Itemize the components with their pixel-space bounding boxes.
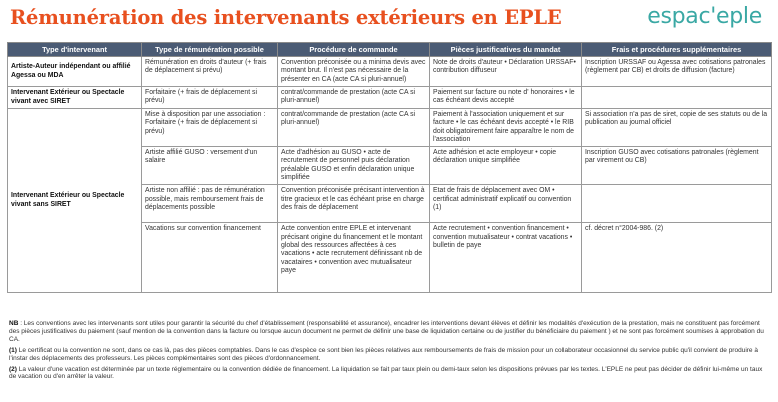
note-1-text: Le certificat ou la convention ne sont, dans ce cas là, pas des pièces comptables. Dans le cas d'espèce ce sont bien les pièces relatives aux remboursements de frais de mission pour un collaborateur occasionnel du service public qu'il convient de produire à l'instar des déplacements des professeurs. Les pièces complémentaires sont des pièces d'ordonnancement.: [9, 346, 758, 362]
header-type-remuneration: Type de rémunération possible: [142, 43, 278, 57]
cell-frais: [582, 87, 772, 109]
cell-procedure: Convention préconisée ou a minima devis avec montant brut. Il n'est pas nécessaire de la présenter en CA (acte CA si pluri-annuel): [278, 57, 430, 87]
cell-type: Intervenant Extérieur ou Spectacle vivant avec SIRET: [8, 87, 142, 109]
cell-frais: cf. décret n°2004-986. (2): [582, 223, 772, 293]
cell-pieces: Note de droits d'auteur • Déclaration URSSAF• contribution diffuseur: [430, 57, 582, 87]
cell-pieces: Acte recrutement • convention financement • convention mutualisateur • contrat vacations • bulletin de paye: [430, 223, 582, 293]
cell-remuneration: Artiste affilié GUSO : versement d'un salaire: [142, 147, 278, 185]
note-nb: [9, 320, 771, 344]
cell-remuneration: Vacations sur convention financement: [142, 223, 278, 293]
cell-frais: Inscription GUSO avec cotisations patronales (règlement par virement ou CB): [582, 147, 772, 185]
table-row: [8, 57, 772, 87]
note-2: [9, 366, 771, 382]
cell-procedure: Acte d'adhésion au GUSO • acte de recrutement de personnel puis déclaration préalable GUSO et enfin déclaration unique simplifiée: [278, 147, 430, 185]
note-2-label: (2): [9, 365, 17, 373]
cell-remuneration: Forfaitaire (+ frais de déplacement si prévu): [142, 87, 278, 109]
cell-procedure: Acte convention entre EPLE et intervenant précisant origine du financement et le montant global des ressources affectées à ces vacations • acte recrutement définissant nb de vacataires • convention avec mutualisateur paye: [278, 223, 430, 293]
cell-pieces: Paiement à l'association uniquement et sur facture • le cas échéant devis accepté • le RIB doit obligatoirement faire apparaître le nom de l'association: [430, 109, 582, 147]
table-header-row: [8, 43, 772, 57]
note-1-label: (1): [9, 346, 17, 354]
note-1: [9, 347, 771, 363]
header-type-intervenant: Type d'intervenant: [8, 43, 142, 57]
cell-frais: [582, 185, 772, 223]
note-nb-text: : Les conventions avec les intervenants sont utiles pour garantir la sécurité du chef d'établissement (responsabilité et assurance), encadrer les interventions devant élèves et définir les modalités d'exécution de la prestation, mais ne constituent pas forcément des pièces justificatives du paiement (sauf mention de la convention dans la facture ou lorsque aucun document ne permet de définir une base de liquidation certaine ou de justifier du bénéficiaire du paiement ) et ne sont pas forcément soumises à approbation du CA.: [9, 320, 764, 343]
header-frais: Frais et procédures supplémentaires: [582, 43, 772, 57]
header-pieces: Pièces justificatives du mandat: [430, 43, 582, 57]
cell-remuneration: Artiste non affilié : pas de rémunération possible, mais remboursement frais de déplacements possible: [142, 185, 278, 223]
remuneration-table: [7, 42, 772, 293]
note-2-text: La valeur d'une vacation est déterminée par un texte réglementaire ou la convention dédiée de financement. La liquidation se fait par taux plein ou demi-taux selon les dispositions prévues par les textes. L'EPLE ne peut pas décider de définir lui-même un taux de vacation ou d'en arrêter la valeur.: [9, 365, 763, 381]
cell-frais: Inscription URSSAF ou Agessa avec cotisations patronales (règlement par CB) et droits de diffusion (facture): [582, 57, 772, 87]
cell-pieces: Acte adhésion et acte employeur • copie déclaration unique simplifiée: [430, 147, 582, 185]
header-procedure: Procédure de commande: [278, 43, 430, 57]
footnotes: [9, 320, 771, 384]
cell-procedure: contrat/commande de prestation (acte CA si pluri-annuel): [278, 109, 430, 147]
page-title: Rémunération des intervenants extérieurs en EPLE: [10, 6, 562, 29]
cell-type: Artiste-Auteur indépendant ou affilié Agessa ou MDA: [8, 57, 142, 87]
cell-procedure: contrat/commande de prestation (acte CA si pluri-annuel): [278, 87, 430, 109]
table-row: [8, 87, 772, 109]
cell-frais: Si association n'a pas de siret, copie de ses statuts ou de la publication au journal officiel: [582, 109, 772, 147]
note-nb-label: NB: [9, 320, 19, 327]
espaceple-logo: espac'eple: [647, 4, 762, 29]
cell-remuneration: Rémunération en droits d'auteur (+ frais de déplacement si prévu): [142, 57, 278, 87]
cell-type: Intervenant Extérieur ou Spectacle vivant sans SIRET: [8, 109, 142, 293]
cell-procedure: Convention préconisée précisant intervention à titre gracieux et le cas échéant prise en charge des frais de déplacement: [278, 185, 430, 223]
table-row: [8, 109, 772, 147]
cell-remuneration: Mise à disposition par une association : Forfaitaire (+ frais de déplacement si prévu): [142, 109, 278, 147]
cell-pieces: Paiement sur facture ou note d' honoraires • le cas échéant devis accepté: [430, 87, 582, 109]
cell-pieces: Etat de frais de déplacement avec OM • certificat administratif explicatif ou convention (1): [430, 185, 582, 223]
